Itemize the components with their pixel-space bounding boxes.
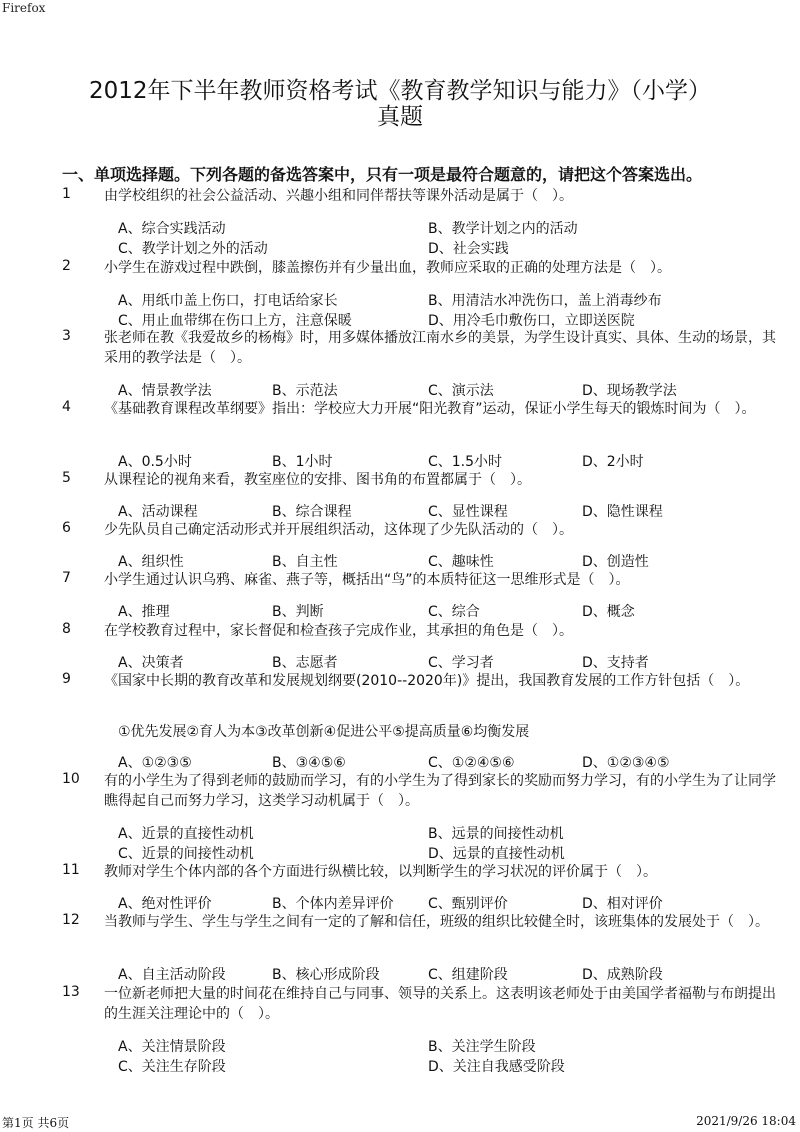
question-6 xyxy=(62,520,782,540)
question-number: 10 xyxy=(62,771,80,787)
question-text: 小学生通过认识乌鸦、麻雀、燕子等，概括出“鸟”的本质特征这一思维形式是（ ）。 xyxy=(104,572,630,588)
question-number: 6 xyxy=(62,520,71,536)
answer-option: B、核心形成阶段 xyxy=(272,967,380,983)
question-number: 3 xyxy=(62,328,71,344)
question-text: 从课程论的视角来看，教室座位的安排、图书角的布置都属于（ ）。 xyxy=(104,472,531,488)
question-12 xyxy=(62,912,782,932)
answer-option: A、0.5小时 xyxy=(118,454,192,470)
answer-option: A、用纸巾盖上伤口，打电话给家长 xyxy=(118,293,338,309)
answer-option: A、①②③⑤ xyxy=(118,755,192,771)
question-2 xyxy=(62,258,782,278)
answer-option: B、教学计划之内的活动 xyxy=(428,221,578,237)
question-text: 少先队员自己确定活动形式并开展组织活动，这体现了少先队活动的（ ）。 xyxy=(104,522,573,538)
answer-option: A、绝对性评价 xyxy=(118,896,212,912)
answer-option: D、隐性课程 xyxy=(582,504,663,520)
question-sub-items: ①优先发展②育人为本③改革创新④促进公平⑤提高质量⑥均衡发展 xyxy=(118,724,530,740)
question-number: 11 xyxy=(62,862,80,878)
answer-option: D、成熟阶段 xyxy=(582,967,663,983)
answer-option: A、关注情景阶段 xyxy=(118,1039,226,1055)
question-number: 13 xyxy=(62,984,80,1000)
browser-app-name: Firefox xyxy=(2,1,46,15)
question-text: 《国家中长期的教育改革和发展规划纲要(2010--2020年)》提出，我国教育发展的工作方针包括（ ）。 xyxy=(104,673,750,689)
question-text: 当教师与学生、学生与学生之间有一定的了解和信任，班级的组织比较健全时，该班集体的发展处于（ ）。 xyxy=(104,914,769,930)
question-text: 教师对学生个体内部的各个方面进行纵横比较，以判断学生的学习状况的评价属于（ ）。 xyxy=(104,864,657,880)
question-text: 有的小学生为了得到老师的鼓励而学习，有的小学生为了得到家长的奖励而努力学习，有的小学生为了让同学瞧得起自己而努力学习，这类学习动机属于（ ）。 xyxy=(104,773,776,809)
answer-option: D、远景的直接性动机 xyxy=(428,846,565,862)
answer-option: B、自主性 xyxy=(272,554,338,570)
answer-option: B、示范法 xyxy=(272,383,338,399)
question-number: 12 xyxy=(62,912,80,928)
answer-option: C、显性课程 xyxy=(428,504,508,520)
answer-option: D、社会实践 xyxy=(428,241,509,257)
answer-option: B、关注学生阶段 xyxy=(428,1039,536,1055)
question-10 xyxy=(62,771,782,811)
question-text: 在学校教育过程中，家长督促和检查孩子完成作业，其承担的角色是（ ）。 xyxy=(104,623,573,639)
answer-option: A、综合实践活动 xyxy=(118,221,226,237)
answer-option: D、相对评价 xyxy=(582,896,663,912)
question-text: 小学生在游戏过程中跌倒，膝盖擦伤并有少量出血，教师应采取的正确的处理方法是（ ）。 xyxy=(104,260,671,276)
answer-option: C、甄别评价 xyxy=(428,896,508,912)
question-text: 《基础教育课程改革纲要》指出：学校应大力开展“阳光教育”运动，保证小学生每天的锻炼时间为（ ）。 xyxy=(104,401,756,417)
answer-option: C、关注生存阶段 xyxy=(118,1059,226,1075)
question-number: 2 xyxy=(62,258,71,274)
answer-option: A、自主活动阶段 xyxy=(118,967,226,983)
answer-option: A、推理 xyxy=(118,604,170,620)
question-3 xyxy=(62,328,782,368)
answer-option: B、用清洁水冲洗伤口，盖上消毒纱布 xyxy=(428,293,662,309)
question-number: 8 xyxy=(62,621,71,637)
question-7 xyxy=(62,570,782,590)
question-4 xyxy=(62,399,782,419)
answer-option: D、2小时 xyxy=(582,454,644,470)
answer-option: C、趣味性 xyxy=(428,554,494,570)
page-title-line2: 真题 xyxy=(377,104,423,130)
question-5 xyxy=(62,470,782,490)
question-8 xyxy=(62,621,782,641)
answer-option: D、现场教学法 xyxy=(582,383,677,399)
answer-option: C、用止血带绑在伤口上方，注意保暖 xyxy=(118,313,352,329)
answer-option: D、用冷毛巾敷伤口，立即送医院 xyxy=(428,313,635,329)
question-text: 由学校组织的社会公益活动、兴趣小组和同伴帮扶等课外活动是属于（ ）。 xyxy=(104,188,573,204)
answer-option: B、个体内差异评价 xyxy=(272,896,394,912)
answer-option: D、①②③④⑤ xyxy=(582,755,670,771)
answer-option: C、学习者 xyxy=(428,655,494,671)
answer-option: B、1小时 xyxy=(272,454,333,470)
answer-option: A、决策者 xyxy=(118,655,184,671)
question-number: 5 xyxy=(62,470,71,486)
answer-option: C、①②④⑤⑥ xyxy=(428,755,515,771)
question-number: 7 xyxy=(62,570,71,586)
answer-option: A、活动课程 xyxy=(118,504,198,520)
answer-option: D、创造性 xyxy=(582,554,649,570)
answer-option: C、演示法 xyxy=(428,383,494,399)
question-text: 张老师在教《我爱故乡的杨梅》时，用多媒体播放江南水乡的美景，为学生设计真实、具体、生动的场景，其采用的教学法是（ ）。 xyxy=(104,330,776,366)
question-text: 一位新老师把大量的时间花在维持自己与同事、领导的关系上。这表明该老师处于由美国学者福勒与布朗提出的生涯关注理论中的（ ）。 xyxy=(104,986,776,1022)
answer-option: D、关注自我感受阶段 xyxy=(428,1059,565,1075)
question-1 xyxy=(62,186,782,206)
answer-option: D、概念 xyxy=(582,604,635,620)
answer-option: A、近景的直接性动机 xyxy=(118,826,254,842)
answer-option: B、远景的间接性动机 xyxy=(428,826,564,842)
section-heading: 一、单项选择题。下列各题的备选答案中，只有一项是最符合题意的，请把这个答案选出。 xyxy=(62,165,703,184)
answer-option: C、近景的间接性动机 xyxy=(118,846,254,862)
answer-option: B、综合课程 xyxy=(272,504,352,520)
answer-option: C、综合 xyxy=(428,604,480,620)
question-11 xyxy=(62,862,782,882)
question-number: 1 xyxy=(62,186,71,202)
page-counter: 第1页 共6页 xyxy=(2,1116,70,1130)
answer-option: C、教学计划之外的活动 xyxy=(118,241,268,257)
print-timestamp: 2021/9/26 18:04 xyxy=(696,1114,796,1128)
answer-option: D、支持者 xyxy=(582,655,649,671)
answer-option: B、③④⑤⑥ xyxy=(272,755,346,771)
question-9 xyxy=(62,671,782,691)
answer-option: A、情景教学法 xyxy=(118,383,212,399)
answer-option: B、判断 xyxy=(272,604,324,620)
answer-option: B、志愿者 xyxy=(272,655,338,671)
answer-option: C、组建阶段 xyxy=(428,967,508,983)
question-13 xyxy=(62,984,782,1024)
question-number: 9 xyxy=(62,671,71,687)
answer-option: C、1.5小时 xyxy=(428,454,503,470)
question-number: 4 xyxy=(62,399,71,415)
answer-option: A、组织性 xyxy=(118,554,184,570)
page-title: 2012年下半年教师资格考试《教育教学知识与能力》（小学） xyxy=(88,78,712,104)
